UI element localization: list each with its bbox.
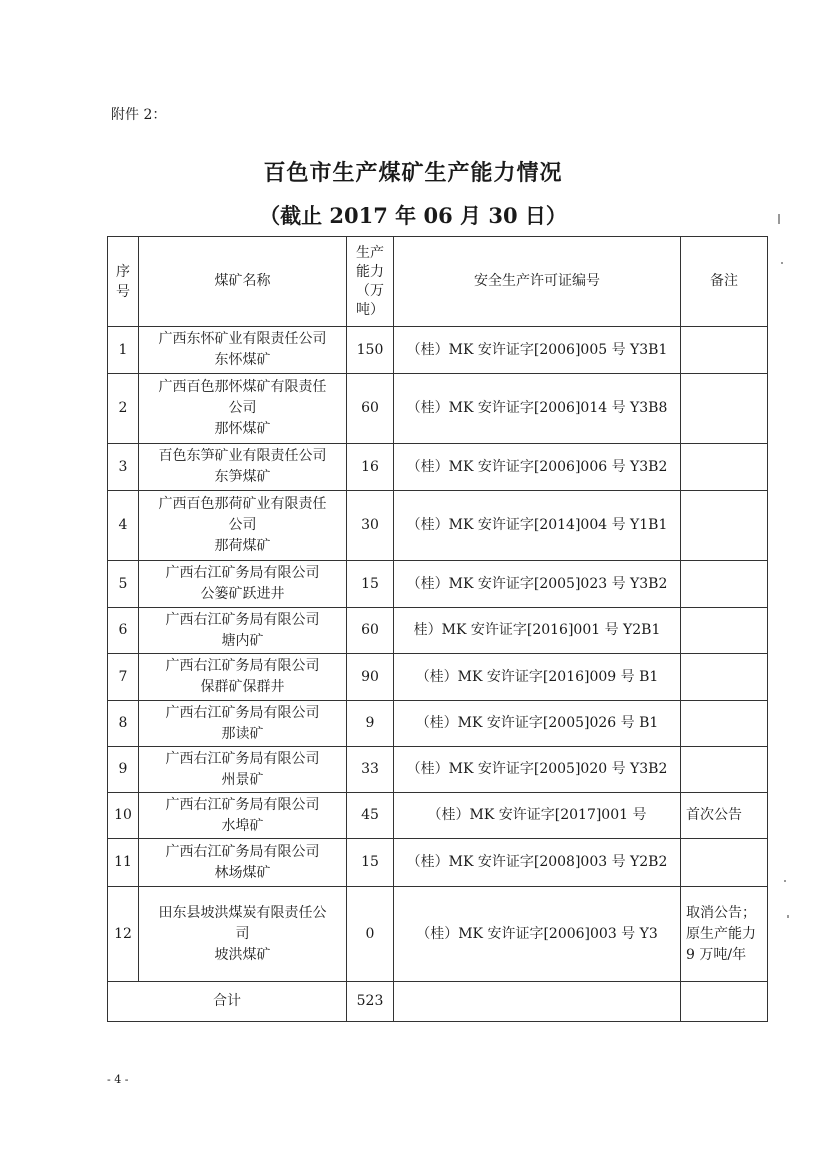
row-remark (681, 608, 768, 654)
row-remark: 取消公告；原生产能力 9 万吨/年 (681, 887, 768, 982)
total-remark (681, 982, 768, 1022)
row-name (139, 654, 347, 701)
row-name (139, 491, 347, 561)
table-row (108, 747, 768, 793)
row-seq: 1 (108, 327, 139, 374)
row-seq: 2 (108, 374, 139, 444)
row-name (139, 444, 347, 491)
row-capacity: 9 (347, 701, 394, 747)
row-remark (681, 444, 768, 491)
company-name-cont: 公司 (228, 517, 257, 533)
company-name: 广西右江矿务局有限公司 (165, 843, 320, 860)
scan-mark (787, 915, 789, 918)
mine-name: 州景矿 (221, 771, 264, 788)
company-name: 广西百色那怀煤矿有限责任 (158, 379, 327, 395)
row-capacity: 30 (347, 491, 394, 561)
row-seq: 6 (108, 608, 139, 654)
row-seq: 3 (108, 444, 139, 491)
row-capacity: 60 (347, 608, 394, 654)
row-license: （桂）MK 安许证字[2014]004 号 Y1B1 (394, 491, 681, 561)
row-license: （桂）MK 安许证字[2006]005 号 Y3B1 (394, 327, 681, 374)
mine-name: 坡洪煤矿 (214, 946, 271, 963)
scan-mark (778, 214, 780, 224)
company-name: 广西右江矿务局有限公司 (165, 796, 320, 813)
row-capacity: 0 (347, 887, 394, 982)
row-seq: 9 (108, 747, 139, 793)
company-name: 广西右江矿务局有限公司 (165, 611, 320, 628)
total-label: 合计 (108, 982, 347, 1022)
row-license: （桂）MK 安许证字[2006]014 号 Y3B8 (394, 374, 681, 444)
header-capacity: 生产能力（万吨） (347, 237, 394, 327)
company-name: 田东县坡洪煤炭有限责任公 (158, 904, 327, 921)
row-name (139, 747, 347, 793)
total-license (394, 982, 681, 1022)
table-row (108, 374, 768, 444)
header-name: 煤矿名称 (139, 237, 347, 327)
row-seq: 5 (108, 561, 139, 608)
page-number: - 4 - (107, 1073, 129, 1086)
row-capacity: 45 (347, 793, 394, 839)
table-row (108, 561, 768, 608)
row-name (139, 839, 347, 887)
total-row (108, 982, 768, 1022)
row-seq: 7 (108, 654, 139, 701)
row-license: （桂）MK 安许证字[2005]026 号 B1 (394, 701, 681, 747)
mine-name: 那读矿 (221, 725, 264, 742)
header-remark: 备注 (681, 237, 768, 327)
row-remark (681, 327, 768, 374)
row-name (139, 561, 347, 608)
row-remark (681, 747, 768, 793)
scan-mark (784, 880, 786, 882)
row-name (139, 374, 347, 444)
row-license: （桂）MK 安许证字[2016]009 号 B1 (394, 654, 681, 701)
row-license: 桂）MK 安许证字[2016]001 号 Y2B1 (394, 608, 681, 654)
row-remark (681, 839, 768, 887)
row-remark (681, 701, 768, 747)
total-capacity: 523 (347, 982, 394, 1022)
row-seq: 11 (108, 839, 139, 887)
row-capacity: 15 (347, 839, 394, 887)
row-license: （桂）MK 安许证字[2008]003 号 Y2B2 (394, 839, 681, 887)
document-subtitle: （截止 2017 年 06 月 30 日） (259, 203, 567, 228)
row-remark (681, 561, 768, 608)
row-remark (681, 654, 768, 701)
row-remark (681, 491, 768, 561)
capacity-table (107, 236, 768, 1022)
company-name-cont: 公司 (228, 400, 257, 416)
company-name: 广西右江矿务局有限公司 (165, 750, 320, 767)
table-row (108, 887, 768, 982)
table-row (108, 654, 768, 701)
row-name (139, 327, 347, 374)
company-name: 百色东笋矿业有限责任公司 (158, 448, 327, 464)
row-license: （桂）MK 安许证字[2006]006 号 Y3B2 (394, 444, 681, 491)
table-row (108, 444, 768, 491)
row-capacity: 60 (347, 374, 394, 444)
row-capacity: 15 (347, 561, 394, 608)
mine-name: 塘内矿 (221, 632, 264, 649)
mine-name: 东怀煤矿 (214, 352, 271, 368)
mine-name: 保群矿保群井 (200, 679, 285, 695)
table-header-row (108, 237, 768, 327)
row-license: （桂）MK 安许证字[2006]003 号 Y3 (394, 887, 681, 982)
table-row (108, 327, 768, 374)
mine-name: 林场煤矿 (214, 864, 271, 881)
row-name (139, 887, 347, 982)
row-capacity: 33 (347, 747, 394, 793)
row-capacity: 150 (347, 327, 394, 374)
row-name (139, 608, 347, 654)
mine-name: 水埠矿 (221, 817, 264, 834)
row-seq: 8 (108, 701, 139, 747)
row-remark: 首次公告 (681, 793, 768, 839)
company-name: 广西百色那荷矿业有限责任 (158, 496, 327, 512)
table-row (108, 608, 768, 654)
row-seq: 10 (108, 793, 139, 839)
row-license: （桂）MK 安许证字[2005]020 号 Y3B2 (394, 747, 681, 793)
company-name: 广西右江矿务局有限公司 (165, 704, 320, 721)
row-seq: 4 (108, 491, 139, 561)
company-name-cont: 司 (235, 925, 250, 942)
row-capacity: 16 (347, 444, 394, 491)
mine-name: 东笋煤矿 (214, 469, 271, 485)
row-seq: 12 (108, 887, 139, 982)
row-remark (681, 374, 768, 444)
mine-name: 那怀煤矿 (214, 421, 271, 437)
table-row (108, 793, 768, 839)
company-name: 广西东怀矿业有限责任公司 (158, 331, 327, 347)
row-name (139, 701, 347, 747)
table-row (108, 839, 768, 887)
row-capacity: 90 (347, 654, 394, 701)
mine-name: 那荷煤矿 (214, 538, 271, 554)
row-license: （桂）MK 安许证字[2005]023 号 Y3B2 (394, 561, 681, 608)
attachment-label: 附件 2： (111, 107, 167, 123)
row-name (139, 793, 347, 839)
table-row (108, 491, 768, 561)
header-license: 安全生产许可证编号 (394, 237, 681, 327)
scan-mark (781, 262, 783, 264)
header-seq: 序号 (108, 237, 139, 327)
table-row (108, 701, 768, 747)
row-license: （桂）MK 安许证字[2017]001 号 (394, 793, 681, 839)
company-name: 广西右江矿务局有限公司 (165, 565, 320, 581)
mine-name: 公篓矿跃进井 (200, 586, 285, 602)
document-title: 百色市生产煤矿生产能力情况 (263, 160, 563, 186)
company-name: 广西右江矿务局有限公司 (165, 658, 320, 674)
